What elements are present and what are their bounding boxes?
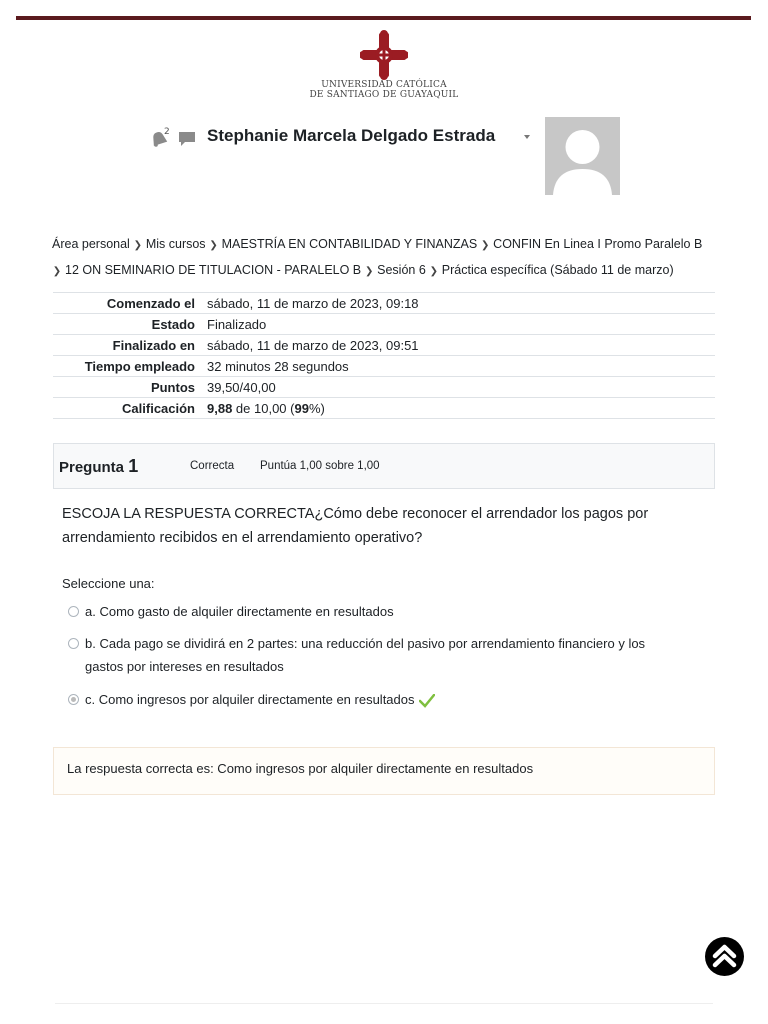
answer-option-b[interactable]	[66, 632, 686, 678]
grade-mid: de 10,00 (	[232, 400, 295, 416]
summary-label: Tiempo empleado	[84, 358, 195, 374]
table-row	[53, 377, 715, 398]
table-row	[53, 335, 715, 356]
chat-icon[interactable]	[178, 131, 196, 147]
chevron-right-icon: ❯	[364, 266, 374, 277]
user-name[interactable]: Stephanie Marcela Delgado Estrada	[207, 126, 496, 145]
breadcrumb-item-sesion[interactable]: Sesión 6	[377, 263, 426, 277]
summary-value: sábado, 11 de marzo de 2023, 09:18	[207, 295, 419, 311]
table-row	[53, 398, 715, 419]
summary-value: 39,50/40,00	[207, 379, 276, 395]
notification-count: 2	[164, 127, 170, 137]
summary-label: Puntos	[150, 379, 195, 395]
breadcrumb	[52, 232, 722, 284]
summary-label: Estado	[151, 316, 195, 332]
top-accent-bar	[16, 16, 751, 20]
correct-answer-feedback	[53, 747, 715, 795]
question-number	[59, 456, 138, 477]
chevron-down-icon[interactable]	[524, 135, 530, 139]
user-menu	[146, 117, 626, 197]
footer-divider	[55, 1003, 713, 1004]
question-grade: Puntúa 1,00 sobre 1,00	[260, 460, 380, 472]
chevron-right-icon: ❯	[209, 240, 218, 251]
chevron-right-icon: ❯	[52, 266, 62, 277]
grade-score: 9,88	[207, 400, 233, 416]
radio-button[interactable]	[68, 606, 79, 617]
user-silhouette-icon	[545, 117, 620, 195]
university-name-line1: UNIVERSIDAD CATÓLICA	[321, 80, 447, 90]
breadcrumb-item-practica[interactable]: Práctica específica (Sábado 11 de marzo)	[441, 263, 674, 277]
university-name-line2: DE SANTIAGO DE GUAYAQUIL	[309, 90, 459, 100]
question-info-box	[53, 443, 715, 489]
answer-prompt: Seleccione una:	[62, 576, 155, 591]
double-chevron-up-icon	[705, 937, 744, 976]
breadcrumb-item-seminario[interactable]: 12 ON SEMINARIO DE TITULACION - PARALELO B	[65, 263, 362, 277]
summary-label: Finalizado en	[112, 337, 195, 353]
question-text: ESCOJA LA RESPUESTA CORRECTA¿Cómo debe reconocer el arrendador los pagos por arrendamiento recibidos en el arrendamiento operativo?	[62, 506, 649, 546]
summary-value: Finalizado	[207, 316, 267, 332]
answer-option-label: a. Como gasto de alquiler directamente en resultados	[85, 604, 394, 619]
question-label: Pregunta	[59, 459, 129, 476]
table-row	[53, 314, 715, 335]
cross-emblem-icon	[360, 30, 408, 80]
back-to-top-button[interactable]	[705, 937, 744, 976]
breadcrumb-item-mis-cursos[interactable]: Mis cursos	[145, 237, 206, 251]
summary-value: sábado, 11 de marzo de 2023, 09:51	[207, 337, 419, 353]
radio-button[interactable]	[68, 638, 79, 649]
table-row	[53, 293, 715, 314]
university-logo[interactable]	[308, 30, 460, 108]
chevron-right-icon: ❯	[480, 240, 490, 251]
breadcrumb-item-maestria[interactable]: MAESTRÍA EN CONTABILIDAD Y FINANZAS	[221, 237, 478, 251]
answer-option-label: c. Como ingresos por alquiler directamente en resultados	[85, 692, 415, 707]
summary-label: Comenzado el	[106, 295, 195, 311]
grade-percent: 99	[294, 400, 309, 416]
check-icon	[419, 694, 435, 708]
attempt-summary-table	[53, 292, 715, 419]
chevron-right-icon: ❯	[133, 240, 143, 251]
breadcrumb-item-area-personal[interactable]: Área personal	[52, 237, 130, 251]
breadcrumb-item-confin[interactable]: CONFIN En Linea I Promo Paralelo B	[493, 237, 703, 251]
chevron-right-icon: ❯	[429, 266, 438, 277]
table-row	[53, 356, 715, 377]
question-number-value: 1	[128, 456, 139, 476]
feedback-text: La respuesta correcta es: Como ingresos por alquiler directamente en resultados	[67, 761, 534, 776]
grade-end: %)	[308, 400, 325, 416]
answer-option-c[interactable]	[66, 688, 686, 711]
answer-option-a[interactable]	[66, 600, 686, 623]
summary-grade-value	[203, 398, 715, 419]
radio-button-selected[interactable]	[68, 694, 79, 705]
avatar[interactable]	[545, 117, 620, 195]
summary-value: 32 minutos 28 segundos	[207, 358, 349, 374]
summary-label: Calificación	[122, 400, 195, 416]
question-state: Correcta	[190, 460, 235, 472]
answer-option-label: b. Cada pago se dividirá en 2 partes: una reducción del pasivo por arrendamiento financiero y los gastos por intereses en resultados	[85, 636, 646, 674]
